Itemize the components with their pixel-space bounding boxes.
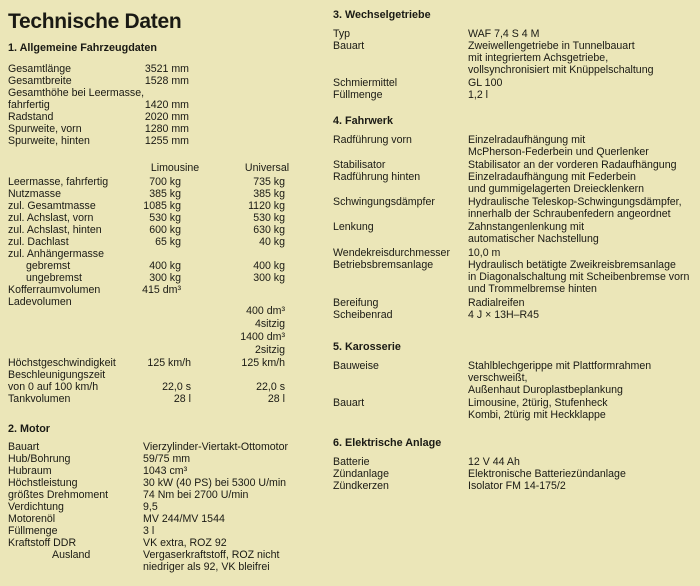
motor-value: 9,5 (143, 501, 158, 513)
spec-label: Wendekreisdurchmesser (333, 247, 450, 259)
limousine-value: 125 km/h (147, 357, 191, 369)
spec-label: Gesamtlänge (8, 63, 72, 75)
motor-value: 3 l (143, 525, 155, 537)
load-volume-value: 400 dm³ (246, 305, 285, 317)
limousine-value: 700 kg (149, 176, 181, 188)
limousine-value: 28 l (173, 393, 191, 405)
spec-value: Kombi, 2türig mit Heckklappe (468, 409, 606, 421)
motor-label: Ausland (52, 549, 91, 561)
spec-value: 1420 mm (144, 99, 189, 111)
mass-label: zul. Achslast, hinten (8, 224, 102, 236)
spec-value: Isolator FM 14-175/2 (468, 480, 566, 492)
universal-value: 300 kg (253, 272, 285, 284)
spec-value: 1280 mm (144, 123, 189, 135)
spec-value: Hydraulisch betätigte Zweikreisbremsanlage (468, 259, 676, 271)
limousine-value: 22,0 s (162, 381, 191, 393)
spec-label: Bauweise (333, 360, 379, 372)
spec-value: 3521 mm (144, 63, 189, 75)
performance-label: Tankvolumen (8, 393, 71, 405)
limousine-value: 415 dm³ (142, 284, 181, 296)
mass-label: zul. Dachlast (8, 236, 69, 248)
motor-label: Bauart (8, 441, 40, 453)
mass-label: zul. Achslast, vorn (8, 212, 94, 224)
spec-value: Elektronische Batteriezündanlage (468, 468, 626, 480)
universal-value: 735 kg (253, 176, 285, 188)
performance-label: von 0 auf 100 km/h (8, 381, 99, 393)
motor-value: 1043 cm³ (143, 465, 188, 477)
motor-value: Vergaserkraftstoff, ROZ nicht (143, 549, 280, 561)
limousine-value: 65 kg (155, 236, 181, 248)
spec-label: Spurweite, hinten (8, 135, 90, 147)
motor-value: 59/75 mm (143, 453, 191, 465)
mass-label: ungebremst (26, 272, 82, 284)
spec-label: Schmiermittel (333, 77, 398, 89)
motor-label: Höchstleistung (8, 477, 78, 489)
spec-value: Limousine, 2türig, Stufenheck (468, 397, 608, 409)
spec-label: Scheibenrad (333, 309, 393, 321)
spec-value: Zahnstangenlenkung mit (468, 221, 585, 233)
spec-value: in Diagonalschaltung mit Scheibenbremse vorn (468, 271, 690, 283)
mass-label: zul. Gesamtmasse (8, 200, 96, 212)
spec-value: Zweiwellengetriebe in Tunnelbauart (468, 40, 635, 52)
limousine-value: 600 kg (149, 224, 181, 236)
motor-label: Motorenöl (8, 513, 56, 525)
spec-value: Außenhaut Duroplastbeplankung (468, 384, 623, 396)
universal-value: 40 kg (259, 236, 285, 248)
performance-label: Höchstgeschwindigkeit (8, 357, 116, 369)
spec-value: und gummigelagerten Dreiecklenkern (468, 183, 645, 195)
spec-label: Bereifung (333, 297, 379, 309)
section-heading-general: 1. Allgemeine Fahrzeugdaten (8, 42, 157, 54)
universal-value: 1120 kg (248, 200, 285, 212)
spec-label: Schwingungsdämpfer (333, 196, 435, 208)
spec-label: Gesamtbreite (8, 75, 72, 87)
spec-value: mit integriertem Achsgetriebe, (468, 52, 609, 64)
universal-value: 22,0 s (256, 381, 285, 393)
universal-value: 28 l (267, 393, 285, 405)
motor-label: Hub/Bohrung (8, 453, 71, 465)
motor-value: VK extra, ROZ 92 (143, 537, 227, 549)
section-heading-electrical: 6. Elektrische Anlage (333, 437, 442, 449)
spec-label: Typ (333, 28, 351, 40)
spec-value: Radialreifen (468, 297, 525, 309)
mass-label: Leermasse, fahrfertig (8, 176, 109, 188)
spec-label: Radstand (8, 111, 54, 123)
spec-label: Bauart (333, 397, 365, 409)
spec-label: Radführung vorn (333, 134, 412, 146)
column-header-limousine: Limousine (150, 162, 200, 174)
universal-value: 125 km/h (241, 357, 285, 369)
spec-value: 1255 mm (144, 135, 189, 147)
universal-value: 400 kg (253, 260, 285, 272)
spec-value: WAF 7,4 S 4 M (468, 28, 540, 40)
limousine-value: 385 kg (149, 188, 181, 200)
column-header-universal: Universal (244, 162, 290, 174)
spec-value: Stahlblechgerippe mit Plattformrahmen (468, 360, 652, 372)
universal-value: 385 kg (253, 188, 285, 200)
spec-value: innerhalb der Schraubenfedern angeordnet (468, 208, 671, 220)
load-volume-value: 2sitzig (254, 344, 285, 356)
spec-label: Füllmenge (333, 89, 383, 101)
motor-value: 74 Nm bei 2700 U/min (143, 489, 249, 501)
load-volume-value: 1400 dm³ (240, 331, 285, 343)
spec-value: 10,0 m (468, 247, 501, 259)
motor-label: größtes Drehmoment (8, 489, 109, 501)
universal-value: 630 kg (253, 224, 285, 236)
spec-label: Bauart (333, 40, 365, 52)
limousine-value: 530 kg (149, 212, 181, 224)
motor-label: Füllmenge (8, 525, 58, 537)
spec-value: Einzelradaufhängung mit Federbein (468, 171, 636, 183)
spec-label: Stabilisator (333, 159, 386, 171)
mass-label: zul. Anhängermasse (8, 248, 104, 260)
section-heading-chassis: 4. Fahrwerk (333, 115, 394, 127)
load-volume-value: 4sitzig (254, 318, 285, 330)
spec-value: 2020 mm (144, 111, 189, 123)
mass-label: Ladevolumen (8, 296, 72, 308)
limousine-value: 300 kg (149, 272, 181, 284)
motor-value: niedriger als 92, VK bleifrei (143, 561, 270, 573)
spec-label: fahrfertig (8, 99, 50, 111)
section-heading-motor: 2. Motor (8, 423, 50, 435)
spec-value: und Trommelbremse hinten (468, 283, 597, 295)
spec-label: Zündkerzen (333, 480, 389, 492)
mass-label: gebremst (26, 260, 71, 272)
section-heading-gearbox: 3. Wechselgetriebe (333, 9, 431, 21)
spec-value: 4 J × 13H–R45 (468, 309, 539, 321)
spec-value: Einzelradaufhängung mit (468, 134, 586, 146)
spec-value: verschweißt, (468, 372, 528, 384)
spec-value: 12 V 44 Ah (468, 456, 520, 468)
motor-label: Kraftstoff DDR (8, 537, 77, 549)
spec-value: 1528 mm (144, 75, 189, 87)
limousine-value: 400 kg (149, 260, 181, 272)
limousine-value: 1085 kg (143, 200, 181, 212)
motor-value: Vierzylinder-Viertakt-Ottomotor (143, 441, 289, 453)
mass-label: Kofferraumvolumen (8, 284, 101, 296)
spec-value: Stabilisator an der vorderen Radaufhängung (468, 159, 677, 171)
universal-value: 530 kg (253, 212, 285, 224)
spec-value: automatischer Nachstellung (468, 233, 599, 245)
performance-label: Beschleunigungszeit (8, 369, 106, 381)
motor-label: Hubraum (8, 465, 52, 477)
motor-label: Verdichtung (8, 501, 64, 513)
spec-label: Betriebsbremsanlage (333, 259, 434, 271)
motor-value: MV 244/MV 1544 (143, 513, 225, 525)
spec-value: 1,2 l (468, 89, 489, 101)
spec-label: Zündanlage (333, 468, 389, 480)
spec-value: McPherson-Federbein und Querlenker (468, 146, 649, 158)
spec-value: GL 100 (468, 77, 503, 89)
mass-label: Nutzmasse (8, 188, 61, 200)
spec-value: vollsynchronisiert mit Knüppelschaltung (468, 64, 654, 76)
spec-label: Spurweite, vorn (8, 123, 82, 135)
section-heading-body: 5. Karosserie (333, 341, 401, 353)
spec-value: Hydraulische Teleskop-Schwingungsdämpfer, (468, 196, 682, 208)
spec-label: Lenkung (333, 221, 374, 233)
spec-label: Gesamthöhe bei Leermasse, (8, 87, 145, 99)
spec-label: Batterie (333, 456, 370, 468)
page-title: Technische Daten (8, 10, 182, 33)
spec-label: Radführung hinten (333, 171, 421, 183)
motor-value: 30 kW (40 PS) bei 5300 U/min (143, 477, 287, 489)
